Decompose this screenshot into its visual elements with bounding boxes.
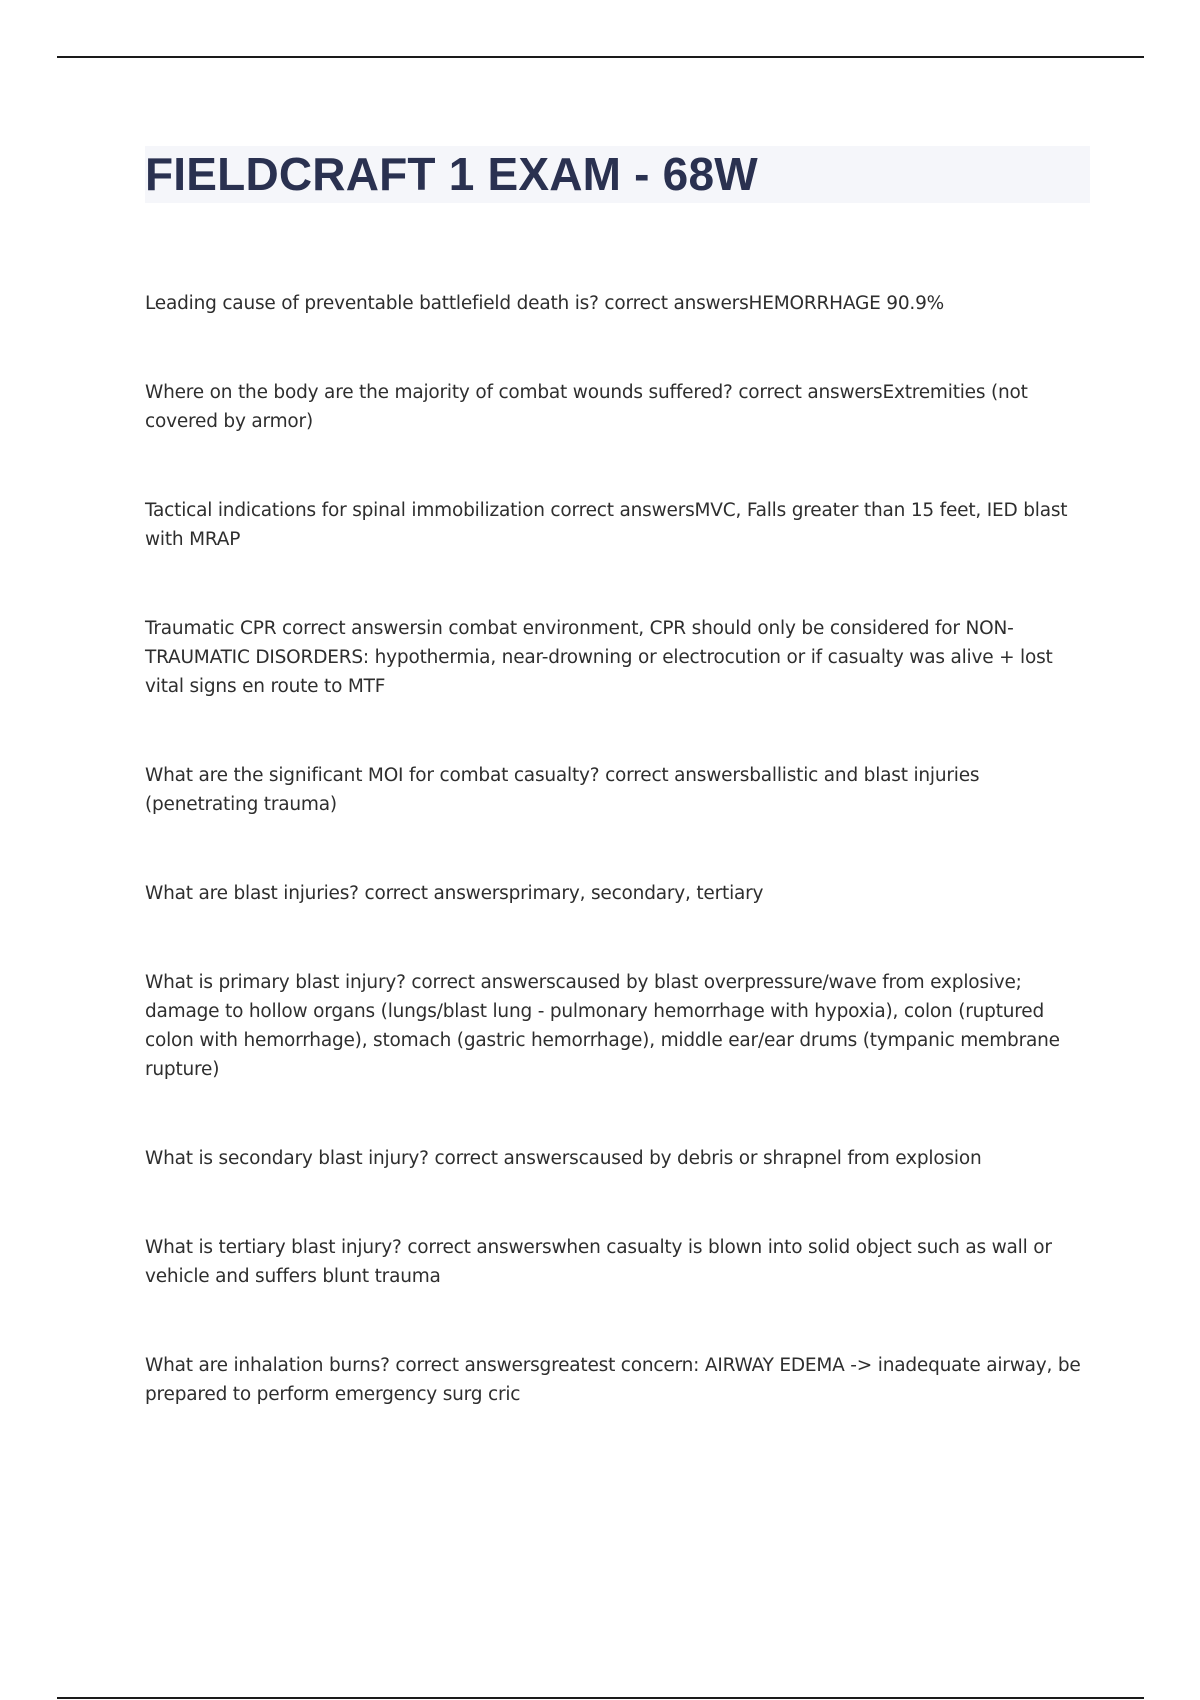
qa-item: What is secondary blast injury? correct answerscaused by debris or shrapnel from explosion (145, 1148, 982, 1169)
qa-item: What is tertiary blast injury? correct answerswhen casualty is blown into solid object such as wall or vehicle and suffers blunt trauma (145, 1237, 1052, 1287)
qa-item: Leading cause of preventable battlefield death is? correct answersHEMORRHAGE 90.9% (145, 293, 945, 314)
qa-item: What are the significant MOI for combat casualty? correct answersballistic and blast injuries (penetrating trauma) (145, 765, 980, 815)
qa-item: What are inhalation burns? correct answersgreatest concern: AIRWAY EDEMA -> inadequate airway, be prepared to perform emergency surg cric (145, 1355, 1081, 1405)
qa-item: What are blast injuries? correct answersprimary, secondary, tertiary (145, 883, 764, 904)
qa-item: What is primary blast injury? correct answerscaused by blast overpressure/wave from explosive; damage to hollow organs (lungs/blast lung - pulmonary hemorrhage with hypoxia), colon (ruptured colon with hemorrhage), stomach (gastric hemorrhage), middle ear/ear drums (tympanic membrane rupture) (145, 972, 1060, 1080)
qa-item: Traumatic CPR correct answersin combat environment, CPR should only be considered for NON-TRAUMATIC DISORDERS: hypothermia, near-drowning or electrocution or if casualty was alive + lost vital signs en route to MTF (145, 618, 1053, 697)
footer-rule (57, 1697, 1144, 1699)
question-answer-list (145, 289, 1095, 1469)
qa-item: Tactical indications for spinal immobilization correct answersMVC, Falls greater than 15 feet, IED blast with MRAP (145, 500, 1068, 550)
document-title: FIELDCRAFT 1 EXAM - 68W (145, 148, 758, 200)
qa-item: Where on the body are the majority of combat wounds suffered? correct answersExtremities (not covered by armor) (145, 382, 1028, 432)
header-rule (57, 56, 1144, 58)
